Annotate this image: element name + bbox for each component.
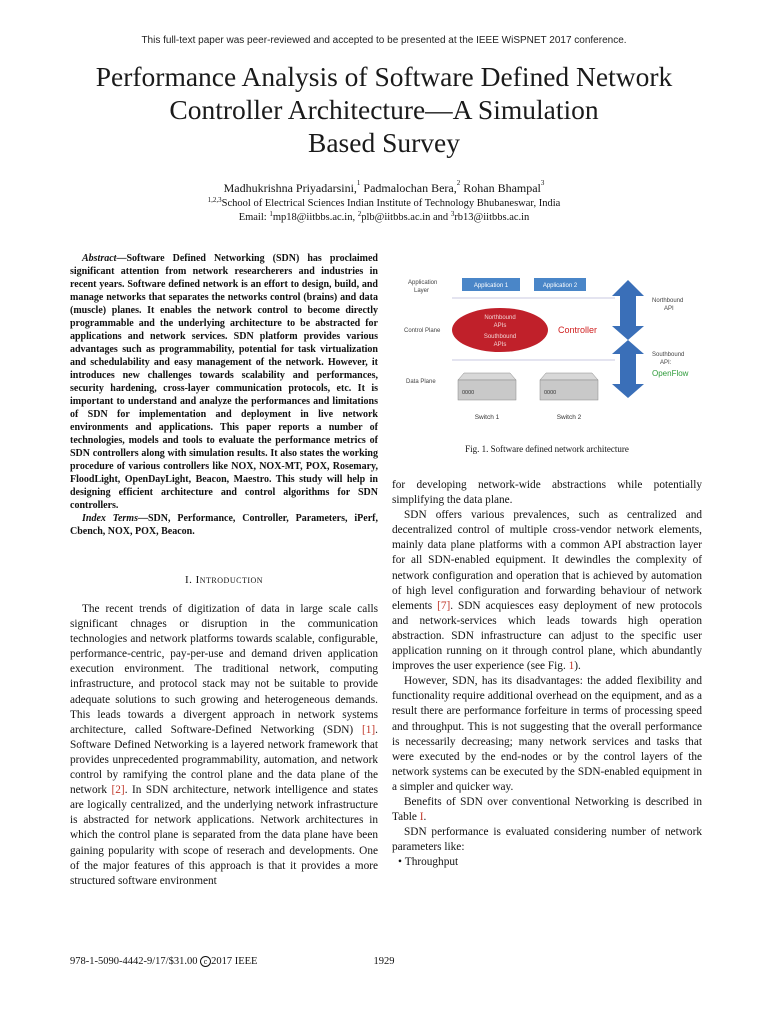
affiliation-sup: 1,2,3 <box>207 196 222 204</box>
figure-1-ref[interactable]: 1 <box>568 660 575 673</box>
right-column-body <box>392 478 702 870</box>
email-1-sup: 1 <box>269 210 273 218</box>
data-plane-label: Data Plane <box>406 379 436 385</box>
switch-2-top <box>540 373 598 380</box>
right-paragraph-1 <box>392 508 702 674</box>
title-line-3: Based Survey <box>308 127 460 158</box>
email-1: mp18@iitbbs.ac.in, <box>272 212 356 223</box>
index-terms-label: Index Terms <box>82 513 138 524</box>
author-2-sup: 2 <box>456 179 461 187</box>
right-paragraph-4: SDN performance is evaluated considering number of network parameters like: <box>392 826 702 854</box>
switch-1-label: Switch 1 <box>474 414 500 421</box>
email-2: plb@iitbbs.ac.in and <box>361 212 449 223</box>
switch-1-ports: 0000 <box>462 390 475 396</box>
conference-notice: This full-text paper was peer-reviewed and accepted to be presented at the IEEE WiSPNET 2017 conference. <box>141 35 627 46</box>
bullet-text: Throughput <box>404 856 459 869</box>
bullet-item <box>392 855 702 870</box>
southbound-apis-label-2: APIs <box>493 342 507 348</box>
isbn-text: 978-1-5090-4442-9/17/$31.00 <box>70 956 198 967</box>
bullet-dot-icon: • <box>398 856 402 869</box>
title-line-2: Controller Architecture—A Simulation <box>169 94 599 125</box>
email-line <box>0 212 768 223</box>
intro-text-b: . Software Defined Networking is a layered network framework that provides unprecedented programmability, automation, and network control by ramifying the control plane and the data plane of the network <box>70 723 378 797</box>
figure-caption: Fig. 1. Software defined network architecture <box>465 444 629 454</box>
right-p1-text-c: ). <box>574 660 581 673</box>
citation-7[interactable]: [7] <box>437 599 451 612</box>
northbound-apis-label-1: Northbound <box>484 315 516 321</box>
intro-text-a: The recent trends of digitization of data in large scale calls significant chnages or disruption in the communication technologies and network platforms towards scalable, configurable, performance-centric, pay-per-use and demand driven application execution environment. The traditional network, computing infrastructure, and protocol stack may not be suitable to provide adequate solutions to such growing and heterogeneous demands. This leads towards a divergent approach in network systems architecture, called Software-Defined Networking (SDN) <box>70 603 378 736</box>
openflow-label: OpenFlow <box>652 369 689 378</box>
author-1: Madhukrishna Priyadarsini, <box>223 181 357 195</box>
paper-title <box>40 60 728 159</box>
southbound-arrow <box>612 340 644 398</box>
authors <box>0 181 768 196</box>
sdn-architecture-diagram <box>400 268 730 436</box>
citation-1[interactable]: [1] <box>361 723 376 736</box>
app-layer-label-1: Application <box>408 280 438 286</box>
index-terms-text: —SDN, Performance, Controller, Parameters, iPerf, Cbench, NOX, POX, Beacon. <box>70 513 378 537</box>
right-p3-text-a: Benefits of SDN over conventional Networking is described in Table <box>392 795 702 824</box>
right-paragraph-0: for developing network-wide abstractions while potentially simplifying the data plane. <box>392 479 702 507</box>
title-line-1: Performance Analysis of Software Defined Network <box>95 61 673 92</box>
southbound-api-label-2: API: <box>660 360 672 366</box>
application-2-label: Application 2 <box>542 283 578 289</box>
intro-text-c: . In SDN architecture, network intelligence and states are logically centralized, and the underlying network infrastructure is abstracted for network applications. Network architectures in which the control plane is separated from the data plane have been gaining popularity with scope of reserach and developments. One of the major features of this approach is that it provides a more structured software environment <box>70 784 379 887</box>
affiliation <box>0 198 768 209</box>
section-heading <box>70 574 378 586</box>
section-number: I. <box>184 574 193 586</box>
southbound-apis-label-1: Southbound <box>483 334 517 340</box>
switch-2-label: Switch 2 <box>556 414 582 421</box>
table-1-ref[interactable]: I <box>419 811 424 824</box>
author-3: Rohan Bhampal <box>463 181 541 195</box>
introduction-body <box>70 602 378 889</box>
page-number: 1929 <box>373 956 395 967</box>
abstract-text: —Software Defined Networking (SDN) has proclaimed significant attention from network researcherers and industries in recent years. Software defined network is an effort to design, build, and manage networks that separates the networks control (brains) and data (muscle) planes. It enables the network control to become directly programmable and the underlying architecture to be abstracted for applications and network services. SDN platform provides various advantages such as programmability, potential for task virtualization and schedulability and easy management of the network. However, it introduces new challenges towards scalability and performances, security hardening, cross-layer communication protocols, etc. It is important to understand and analyze the performances and limitations of SDN for implementation and deployment in live network environments and applications. This paper reports a number of technologies, models and tools to evaluate the performance metrics of SDN controllers along with simulation results. It also states the working procedure of various controllers like NOX, NOX-MT, POX, Rosemary, FloodLight, OpenDayLight, Beacon, Maestro. This study will help in designing efficient architecture and control algorithms for SDN controllers. <box>70 253 378 511</box>
copyright-icon: c <box>200 956 211 967</box>
email-2-sup: 2 <box>357 210 362 218</box>
southbound-api-label-1: Southbound <box>652 352 685 358</box>
northbound-api-label-2: API <box>664 306 674 312</box>
right-p1-text-b: . SDN acquiesces easy deployment of new protocols and network-services which leads towards high operation abstraction. SDN infrastructure can adjust to the specific user application running on it through control plane, which abundantly improves the user experience (see Fig. <box>392 599 702 673</box>
northbound-arrow <box>612 280 644 340</box>
right-p1-text-a: SDN offers various prevalences, such as centralized and decentralized control of multiple cross-vendor network elements, mainly data plane platforms with a common API abstraction layer for all SDN-enabled equipment. It dewindles the complexity of network configuration and operation that is achieved by automation of high level configuration and forwarding behaviour of network elements <box>392 509 702 612</box>
controller-label: Controller <box>558 325 598 335</box>
right-paragraph-2: However, SDN, has its disadvantages: the added flexibility and functionality require additional overhead on the equipment, and as a result there are performance forfeiture in terms of processing speed and throughput. This is not suggesting that the overall performance is necessarily decreasing; many network services and tasks that were executed by the end-nodes or by the control layers of the network systems can be executed by the SDN-enabled equipment in a simpler and quicker way. <box>392 675 702 793</box>
abstract-label: Abstract <box>82 253 117 264</box>
citation-2[interactable]: [2] <box>111 784 125 797</box>
right-p3-text-b: . <box>423 811 427 824</box>
section-title: Introduction <box>195 574 264 586</box>
right-paragraph-3 <box>392 795 702 825</box>
abstract <box>70 252 378 538</box>
author-2: Padmalochan Bera, <box>363 181 457 195</box>
application-1-label: Application 1 <box>473 283 509 289</box>
author-3-sup: 3 <box>540 179 545 187</box>
copyright-year: 2017 IEEE <box>211 956 258 967</box>
sdn-architecture-figure <box>400 268 730 436</box>
email-3: rb13@iitbbs.ac.in <box>454 212 530 223</box>
email-prefix: Email: <box>238 212 267 223</box>
affiliation-text: School of Electrical Sciences Indian Institute of Technology Bhubaneswar, India <box>221 198 561 209</box>
email-3-sup: 3 <box>450 210 455 218</box>
control-plane-label: Control Plane <box>404 328 441 334</box>
northbound-apis-label-2: APIs <box>493 323 507 329</box>
switch-2-ports: 0000 <box>544 390 557 396</box>
author-1-sup: 1 <box>356 179 361 187</box>
northbound-api-label-1: Northbound <box>652 298 684 304</box>
app-layer-label-2: Layer <box>414 288 430 294</box>
switch-1-top <box>458 373 516 380</box>
